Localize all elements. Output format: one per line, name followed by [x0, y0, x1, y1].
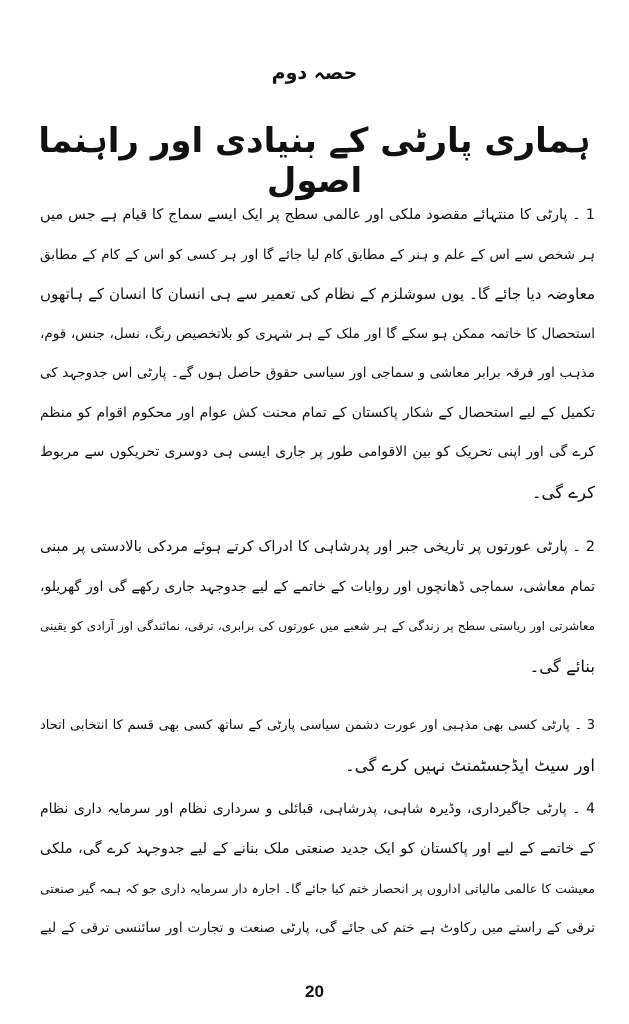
paragraph-line: معاشرتی اور ریاستی سطح پر زندگی کے ہر شعبے میں عورتوں کی برابری، ترقی، نمائندگی اور آزادی کو یقینی — [40, 619, 595, 633]
paragraph-line: کرے گی۔ — [531, 482, 595, 502]
paragraph-line: ہر شخص سے اس کے علم و ہنر کے مطابق کام لیا جائے گا اور ہر کسی کو اس کے کام کے مطابق — [40, 246, 595, 263]
page-title: ہماری پارٹی کے بنیادی اور راہنما اصول — [38, 121, 591, 201]
section-label: حصہ دوم — [271, 62, 358, 84]
paragraph-line: استحصال کا خاتمہ ممکن ہو سکے گا اور ملک کے ہر شہری کو بلاتخصیص رنگ، نسل، جنس، قوم، — [40, 325, 595, 342]
paragraph-line: معاوضہ دیا جائے گا۔ یوں سوشلزم کے نظام کی تعمیر سے ہی انسان کا انسان کے ہاتھوں — [40, 285, 595, 303]
paragraph-3 — [40, 706, 595, 785]
paragraph-line: ترقی کے راستے میں رکاوٹ ہے ختم کی جائے گی، پارٹی صنعت و تجارت اور سائنسی ترقی کے لیے — [40, 919, 595, 936]
paragraph-4 — [40, 790, 595, 948]
paragraph-1 — [40, 196, 595, 512]
page-number: 20 — [305, 982, 324, 1001]
paragraph-line: 3 ۔ پارٹی کسی بھی مذہبی اور عورت دشمن سیاسی پارٹی کے ساتھ کسی بھی قسم کا انتخابی اتحاد — [40, 718, 595, 733]
paragraph-line: تکمیل کے لیے استحصال کے شکار پاکستان کے تمام محنت کش عوام اور محکوم اقوام کو منظم — [40, 404, 595, 421]
paragraph-2 — [40, 528, 595, 686]
paragraph-line: 2 ۔ پارٹی عورتوں پر تاریخی جبر اور پدرشاہی کا ادراک کرتے ہوئے مردکی بالادستی پر مبنی — [40, 539, 595, 555]
paragraph-line: مذہب اور فرقہ برابر معاشی و سماجی اور سیاسی حقوق حاصل ہوں گے۔ پارٹی اس جدوجہد کی — [40, 365, 595, 381]
paragraph-line: تمام معاشی، سماجی ڈھانچوں اور روایات کے خاتمے کے لیے جدوجہد جاری رکھے گی اور گھریلو، — [40, 578, 595, 595]
paragraph-line: 1 ۔ پارٹی کا منتہائے مقصود ملکی اور عالمی سطح پر ایک ایسے سماج کا قیام ہے جس میں — [40, 207, 595, 223]
paragraph-line: بنائے گی۔ — [529, 656, 595, 676]
paragraph-line: کے خاتمے کے لیے اور پاکستان کو ایک جدید صنعتی ملک بنانے کے لیے جدوجہد کرے گی، ملکی — [40, 840, 595, 857]
paragraph-line: اور سیٹ ایڈجسٹمنٹ نہیں کرے گی۔ — [345, 755, 595, 775]
paragraph-line: معیشت کا عالمی مالیاتی اداروں پر انحصار ختم کیا جائے گا۔ اجارہ دار سرمایہ داری جو کہ ہمہ گیر صنعتی — [40, 881, 595, 896]
paragraph-line: 4 ۔ پارٹی جاگیرداری، وڈیرہ شاہی، پدرشاہی، قبائلی و سرداری نظام اور سرمایہ داری نظام — [40, 801, 595, 817]
paragraph-line: کرے گی اور اپنی تحریک کو بین الاقوامی طور پر جاری ایسی ہی دوسری تحریکوں سے مربوط — [40, 444, 595, 460]
